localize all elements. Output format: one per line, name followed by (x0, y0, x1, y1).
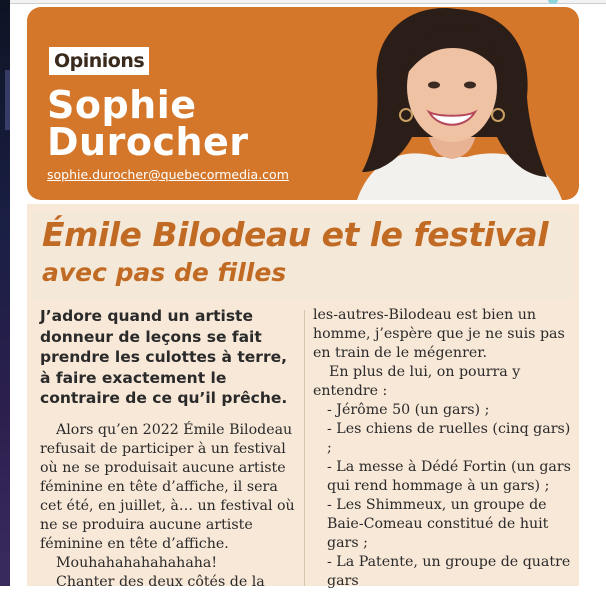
article-column-1 (40, 306, 296, 592)
paragraph: Chanter des deux côtés de la (56, 573, 265, 590)
paragraph: Alors qu’en 2022 Émile Bilodeau refusait de participer à un festival où ne se produisait aucune artiste féminine en tête d’affiche, il sera cet été, en juillet, à… un festival où ne se produira aucune artiste féminine en tête d’affiche. (40, 421, 295, 552)
browser-top-strip (0, 0, 606, 4)
author-photo (317, 7, 579, 200)
photo-eye-left (428, 82, 440, 89)
column-divider (304, 310, 305, 586)
list-item: - Jérôme 50 (un gars) ; (327, 402, 490, 418)
headline-line-2: avec pas de filles (42, 258, 287, 287)
edge-highlight (5, 70, 10, 130)
list-item: - Les chiens de ruelles (cinq gars) ; (327, 421, 571, 456)
paragraph: En plus de lui, on pourra y entendre : (313, 364, 521, 399)
paragraph: Mouhahahahahahaha! (56, 554, 218, 571)
author-header (27, 7, 579, 200)
photo-eye-right (464, 82, 476, 89)
headline-line-1: Émile Bilodeau et le festival (42, 215, 549, 254)
list-item: - La Patente, un groupe de quatre gars (327, 554, 571, 589)
list-item: - La messe à Dédé Fortin (un gars qui rend hommage à un gars) ; (327, 459, 571, 494)
list-item: - Les Shimmeux, un groupe de Baie-Comeau constitué de huit gars ; (327, 497, 549, 551)
author-email-link[interactable]: sophie.durocher@quebecormedia.com (47, 167, 289, 182)
article-column-2 (313, 306, 575, 591)
article-lead: J’adore quand un artiste donneur de leçons se fait prendre les culottes à terre, à faire exactement le contraire de ce qu’il prêche. (40, 307, 288, 407)
top-divider (0, 3, 606, 4)
section-tag[interactable]: Opinions (49, 47, 149, 75)
left-edge-background (0, 0, 10, 586)
author-last-name: Durocher (47, 120, 249, 164)
paragraph: les-autres-Bilodeau est bien un homme, j’espère que je ne suis pas en train de le mégenrer. (313, 307, 565, 361)
author-first-name: Sophie (47, 83, 197, 127)
